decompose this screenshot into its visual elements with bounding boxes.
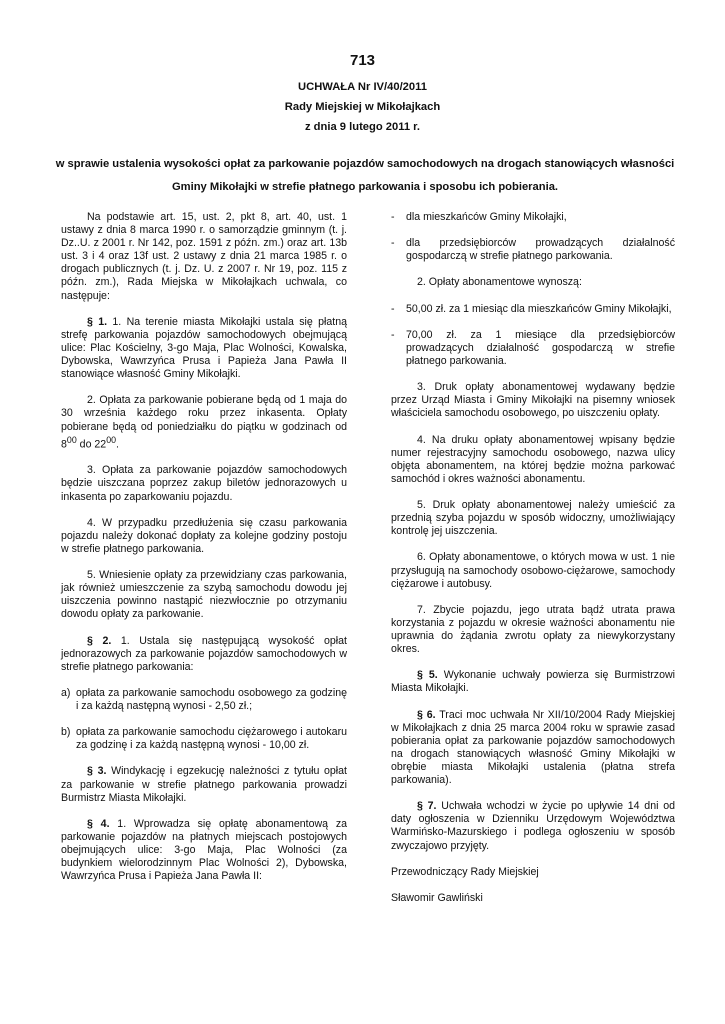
dash-item-text: 50,00 zł. za 1 miesiąc dla mieszkańców Gminy Mikołajki, [406, 302, 672, 315]
section-4-text: 1. Wprowadza się opłatę abonamentową za parkowanie pojazdów na płatnych miejscach postojowych obejmujących ulice: 3-go Maja, Plac Wolności (za budynkiem wielorodzinnym Plac Wolności 2), Dybowska, Wawrzyńca Prusa i Papieża Jana Pawła II: [61, 817, 348, 883]
section-1 [61, 316, 347, 381]
section-6-label: § 6. [417, 708, 436, 721]
section-4-label: § 4. [87, 817, 110, 830]
paragraph-3-subscription: 3. Druk opłaty abonamentowej wydawany będzie przez Urząd Miasta i Gminy Mikołajki na pisemny wniosek właściciela samochodu osobowego, po uiszczeniu opłaty. [391, 381, 675, 420]
list-item-a [61, 687, 347, 713]
p2-text-a: 2. Opłata za parkowanie pobierane będą od 1 maja do 30 września każdego roku przez inkasenta. Opłaty pobierane będą od poniedziałku do piątku w godzinach od 8 [61, 394, 347, 451]
dash-item-entrepreneurs [391, 237, 675, 263]
paragraph-2-hours [61, 394, 347, 451]
paragraph-fees-intro: 2. Opłaty abonamentowe wynoszą: [417, 276, 582, 289]
paragraph-5-subscription: 5. Druk opłaty abonamentowej należy umieścić za przednią szyba pojazdu w sposób widoczny, umożliwiający kontrolę jej uiszczenia. [391, 499, 675, 538]
dash-item-text: 70,00 zł. za 1 miesiące dla przedsiębiorców prowadzących działalność gospodarczą w strefie płatnego parkowania. [406, 328, 675, 368]
dash-mark: - [391, 328, 395, 341]
p2-text-b: do 22 [76, 438, 107, 451]
list-item-b [61, 726, 347, 752]
section-1-text: 1. Na terenie miasta Mikołajki ustala się płatną strefę parkowania pojazdów samochodowych obejmującą ulice: Plac Kościelny, 3-go Maja, Plac Wolności, Kowalska, Dybowska, Wawrzyńca Prusa i Papieża Jana Pawła II stanowiące własność Gminy Mikołajki. [61, 315, 347, 381]
dash-mark: - [391, 302, 395, 315]
list-item-b-text: opłata za parkowanie samochodu ciężarowego i autokaru za godzinę i za każdą następną wynosi - 10,00 zł. [76, 726, 347, 752]
section-6 [391, 709, 675, 788]
p2-text-c: . [116, 438, 119, 451]
legal-basis: Na podstawie art. 15, ust. 2, pkt 8, art. 40, ust. 1 ustawy z dnia 8 marca 1990 r. o samorządzie gminnym (t. j. Dz..U. z 2001 r. Nr 142, poz. 1591 z późn. zm.) oraz art. 13b ust. 3 i 4 oraz 13f ust. 2 ustawy z dnia 21 marca 1985 r. o drogach publicznych (t. j. Dz. U. z 2007 r. Nr 19, poz. 115 z późn. zm.), Rada Miejska w Mikołajkach uchwala, co następuje: [61, 211, 347, 302]
section-7-text: Uchwała wchodzi w życie po upływie 14 dni od daty ogłoszenia w Dzienniku Urzędowym Województwa Warmińsko-Mazurskiego i podlega ogłoszeniu w sposób zwyczajowo przyjęty. [391, 800, 676, 852]
resolution-date: z dnia 9 lutego 2011 r. [304, 121, 421, 133]
paragraph-4-subscription: 4. Na druku opłaty abonamentowej wpisany będzie numer rejestracyjny samochodu osobowego, nazwa ulicy objęta abonamentem, na której będzie można parkować samochód i okres ważności abonamentu. [391, 433, 675, 485]
resolution-number: UCHWAŁA Nr IV/40/2011 [298, 81, 427, 93]
section-4 [61, 818, 347, 883]
paragraph-5: 5. Wniesienie opłaty za przewidziany czas parkowania, jak również umieszczenie za szybą samochodu dowodu jej uiszczenia powinno nastąpić niezwłocznie po otrzymaniu dowodu opłaty za parkowanie. [61, 569, 347, 621]
list-item-a-text: opłata za parkowanie samochodu osobowego za godzinę i za każdą następną wynosi - 2,50 zł.; [76, 686, 347, 712]
dash-item-text: dla przedsiębiorców prowadzących działalność gospodarczą w strefie płatnego parkowania. [406, 237, 675, 263]
section-2 [61, 635, 347, 674]
section-5-label: § 5. [417, 669, 438, 682]
paragraph-6-subscription: 6. Opłaty abonamentowe, o których mowa w ust. 1 nie przysługują na samochody osobowo-ciężarowe, samochody ciężarowe i autobusy. [391, 551, 675, 590]
council-name: Rady Miejskiej w Mikołajkach [284, 101, 441, 113]
section-3 [61, 765, 347, 804]
section-7 [391, 800, 675, 852]
left-column [61, 211, 347, 896]
p2-sup-start: 00 [66, 434, 77, 445]
subject-line-2: Gminy Mikołajki w strefie płatnego parkowania i sposobu ich pobierania. [171, 181, 559, 193]
subject-line-1: w sprawie ustalenia wysokości opłat za parkowanie pojazdów samochodowych na drogach stanowiących własności [55, 158, 675, 170]
section-5-text: Wykonanie uchwały powierza się Burmistrzowi Miasta Mikołajki. [391, 669, 675, 695]
signature-title: Przewodniczący Rady Miejskiej [391, 865, 539, 878]
dash-item-text: dla mieszkańców Gminy Mikołajki, [406, 211, 567, 223]
resolution-subject [55, 153, 675, 199]
list-item-a-mark: a) [61, 686, 71, 699]
right-column [391, 211, 675, 919]
section-1-label: § 1. [87, 315, 108, 328]
dash-mark: - [391, 211, 395, 223]
paragraph-7-subscription: 7. Zbycie pojazdu, jego utrata bądź utrata prawa korzystania z pojazdu w okresie ważności abonamentu nie uprawnia do żądania zwrotu opłaty za niewykorzystany okres. [391, 603, 675, 656]
section-6-text: Traci moc uchwała Nr XII/10/2004 Rady Miejskiej w Mikołajkach z dnia 25 marca 2004 roku w sprawie zasad pobierania opłat za parkowanie pojazdów samochodowych na drogach stanowiących własność Gminy Mikołajki w obrębie miasta Mikołajki ustalenia (płatna strefa parkowania). [391, 708, 676, 787]
dash-item-fee-residents [391, 303, 675, 316]
section-3-text: Windykację i egzekucję należności z tytułu opłat za parkowanie w strefie płatnego parkowania prowadzi Burmistrz Miasta Mikołajki. [61, 765, 347, 804]
dash-item-fee-entrepreneurs [391, 329, 675, 368]
page-number: 713 [349, 52, 376, 69]
list-item-b-mark: b) [61, 726, 71, 739]
section-2-label: § 2. [87, 634, 112, 647]
dash-item-residents [391, 211, 675, 224]
section-2-text: 1. Ustala się następującą wysokość opłat jednorazowych za parkowanie pojazdów samochodowych w strefie płatnego parkowania: [61, 634, 347, 673]
paragraph-3: 3. Opłata za parkowanie pojazdów samochodowych będzie uiszczana poprzez zakup biletów jednorazowych u inkasenta po zaparkowaniu pojazdu. [61, 464, 347, 503]
section-3-label: § 3. [87, 765, 107, 778]
paragraph-4: 4. W przypadku przedłużenia się czasu parkowania pojazdu należy dokonać dopłaty za kolejne godziny postoju w strefie płatnego parkowania. [61, 516, 347, 555]
section-5 [391, 669, 675, 695]
signature-name: Sławomir Gawliński [391, 892, 483, 905]
section-7-label: § 7. [417, 800, 437, 813]
dash-mark: - [391, 237, 395, 250]
p2-sup-end: 00 [106, 434, 117, 445]
